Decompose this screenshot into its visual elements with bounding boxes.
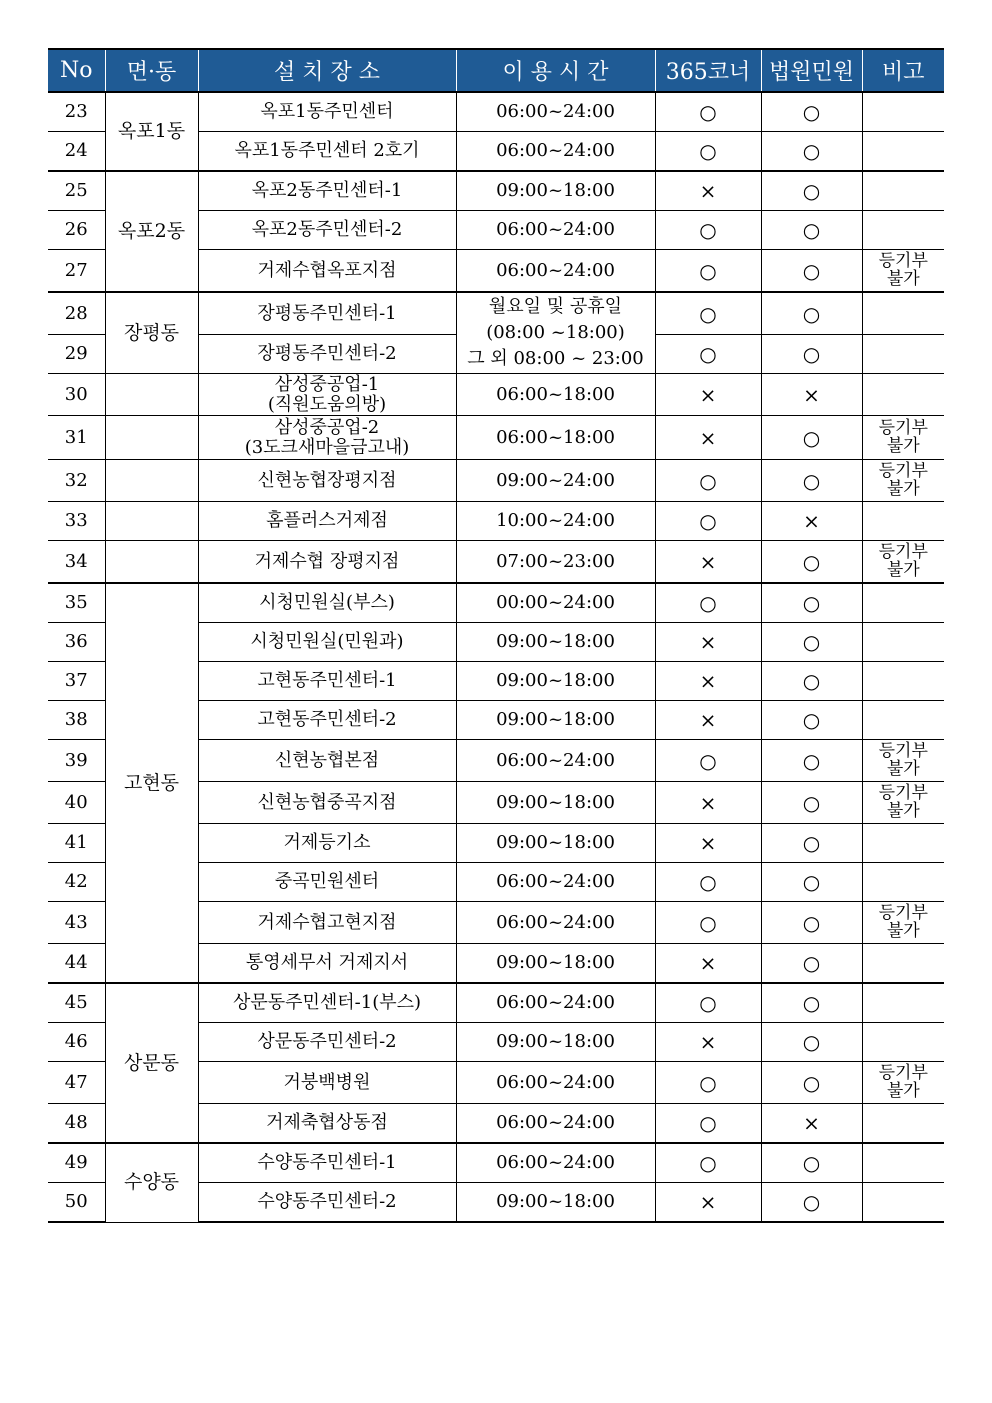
row-no: 45 [48,983,105,1023]
row-no: 29 [48,335,105,374]
row-no: 34 [48,541,105,584]
time-line: 월요일 및 공휴일 [488,295,623,317]
place-cell: 거붕백병원 [198,1062,456,1104]
corner-365-cell: ○ [655,983,761,1023]
row-no: 39 [48,740,105,782]
court-cell: ○ [761,623,862,662]
table-row [48,92,944,132]
time-cell: 00:00~24:00 [456,583,655,623]
time-cell: 06:00~24:00 [456,740,655,782]
corner-365-cell: ○ [655,740,761,782]
note-line: 불가 [886,478,920,499]
note-cell [862,1104,944,1144]
row-no: 46 [48,1023,105,1062]
time-cell: 06:00~24:00 [456,983,655,1023]
corner-365-cell: ○ [655,211,761,250]
row-no: 48 [48,1104,105,1144]
note-cell [862,132,944,172]
place-cell: 시청민원실(민원과) [198,623,456,662]
row-no: 23 [48,92,105,132]
dong-cell: 상문동 [105,983,198,1143]
dong-cell: 수양동 [105,1143,198,1222]
court-cell: ○ [761,701,862,740]
note-cell [862,502,944,541]
corner-365-cell: × [655,701,761,740]
place-cell: 거제축협상동점 [198,1104,456,1144]
place-cell [198,374,456,416]
place-cell: 거제수협옥포지점 [198,250,456,293]
table-row [48,416,944,460]
court-cell: ○ [761,92,862,132]
corner-365-cell: × [655,374,761,416]
place-line: (3도크새마을금고내) [244,436,410,458]
time-cell: 06:00~18:00 [456,374,655,416]
place-cell: 시청민원실(부스) [198,583,456,623]
time-cell: 06:00~24:00 [456,863,655,902]
dong-cell-empty [105,460,198,502]
place-cell: 옥포2동주민센터-2 [198,211,456,250]
corner-365-cell: ○ [655,250,761,293]
table-row [48,374,944,416]
atm-location-table [48,48,944,1223]
court-cell: ○ [761,1023,862,1062]
header-dong: 면·동 [105,49,198,92]
court-cell: ○ [761,824,862,863]
note-cell [862,740,944,782]
court-cell: ○ [761,416,862,460]
note-line: 불가 [886,1080,920,1101]
time-cell: 07:00~23:00 [456,541,655,584]
time-cell: 06:00~18:00 [456,416,655,460]
time-cell: 09:00~18:00 [456,824,655,863]
time-cell: 06:00~24:00 [456,92,655,132]
header-place: 설 치 장 소 [198,49,456,92]
note-line: 등기부 [878,541,928,562]
time-cell: 09:00~24:00 [456,460,655,502]
place-cell: 상문동주민센터-1(부스) [198,983,456,1023]
table-row [48,1143,944,1183]
court-cell: ○ [761,944,862,984]
header-note: 비고 [862,49,944,92]
dong-cell-empty [105,416,198,460]
header-365-corner: 365코너 [655,49,761,92]
note-cell [862,292,944,335]
time-cell: 06:00~24:00 [456,1104,655,1144]
time-line: 그 외 08:00 ~ 23:00 [467,348,644,370]
note-cell [862,1183,944,1223]
note-cell [862,416,944,460]
place-cell: 중곡민원센터 [198,863,456,902]
note-cell [862,171,944,211]
row-no: 42 [48,863,105,902]
note-line: 불가 [886,758,920,779]
note-cell [862,583,944,623]
place-cell [198,416,456,460]
court-cell: ○ [761,250,862,293]
court-cell: ○ [761,171,862,211]
corner-365-cell: × [655,541,761,584]
note-line: 불가 [886,920,920,941]
court-cell: ○ [761,292,862,335]
table-row [48,983,944,1023]
note-cell [862,623,944,662]
court-cell: ○ [761,583,862,623]
note-cell [862,863,944,902]
row-no: 35 [48,583,105,623]
court-cell: ○ [761,983,862,1023]
court-cell: ○ [761,211,862,250]
note-cell [862,374,944,416]
time-cell: 06:00~24:00 [456,250,655,293]
row-no: 47 [48,1062,105,1104]
note-line: 등기부 [878,902,928,923]
dong-cell-empty [105,374,198,416]
note-line: 등기부 [878,1062,928,1083]
note-line: 등기부 [878,740,928,761]
note-cell [862,902,944,944]
row-no: 27 [48,250,105,293]
note-line: 등기부 [878,250,928,271]
time-cell: 06:00~24:00 [456,211,655,250]
place-cell: 신현농협장평지점 [198,460,456,502]
row-no: 38 [48,701,105,740]
header-no: No [48,49,105,92]
note-cell [862,983,944,1023]
corner-365-cell: ○ [655,583,761,623]
note-line: 불가 [886,800,920,821]
note-cell [862,824,944,863]
row-no: 50 [48,1183,105,1223]
table-row [48,502,944,541]
note-cell [862,211,944,250]
corner-365-cell: ○ [655,1143,761,1183]
court-cell: ○ [761,132,862,172]
dong-cell: 옥포1동 [105,92,198,171]
place-cell: 옥포2동주민센터-1 [198,171,456,211]
note-cell [862,541,944,584]
place-cell: 고현동주민센터-2 [198,701,456,740]
court-cell: ○ [761,1062,862,1104]
place-cell: 옥포1동주민센터 2호기 [198,132,456,172]
place-line: 삼성중공업-1 [274,373,380,395]
corner-365-cell: ○ [655,292,761,335]
place-cell: 통영세무서 거제지서 [198,944,456,984]
time-cell: 09:00~18:00 [456,171,655,211]
court-cell: ○ [761,782,862,824]
dong-cell: 고현동 [105,583,198,983]
time-cell: 09:00~18:00 [456,1023,655,1062]
corner-365-cell: × [655,662,761,701]
corner-365-cell: × [655,171,761,211]
note-line: 등기부 [878,460,928,481]
time-cell: 09:00~18:00 [456,701,655,740]
court-cell: ○ [761,335,862,374]
row-no: 26 [48,211,105,250]
place-cell: 장평동주민센터-2 [198,335,456,374]
place-line: (직원도움의방) [267,393,387,415]
corner-365-cell: ○ [655,132,761,172]
time-cell: 06:00~24:00 [456,902,655,944]
court-cell: × [761,1104,862,1144]
note-line: 불가 [886,268,920,289]
corner-365-cell: ○ [655,460,761,502]
place-cell: 수양동주민센터-2 [198,1183,456,1223]
corner-365-cell: ○ [655,335,761,374]
place-cell: 거제수협 장평지점 [198,541,456,584]
note-cell [862,92,944,132]
court-cell: × [761,502,862,541]
place-cell: 상문동주민센터-2 [198,1023,456,1062]
corner-365-cell: ○ [655,902,761,944]
time-cell: 09:00~18:00 [456,1183,655,1223]
note-cell [862,1062,944,1104]
time-cell [456,292,655,374]
note-cell [862,1143,944,1183]
row-no: 28 [48,292,105,335]
corner-365-cell: × [655,623,761,662]
place-cell: 신현농협중곡지점 [198,782,456,824]
note-cell [862,250,944,293]
row-no: 41 [48,824,105,863]
time-cell: 09:00~18:00 [456,662,655,701]
note-cell [862,782,944,824]
corner-365-cell: × [655,1023,761,1062]
place-cell: 홈플러스거제점 [198,502,456,541]
row-no: 31 [48,416,105,460]
header-time: 이 용 시 간 [456,49,655,92]
court-cell: ○ [761,740,862,782]
corner-365-cell: × [655,824,761,863]
dong-cell: 옥포2동 [105,171,198,292]
court-cell: ○ [761,863,862,902]
place-cell: 수양동주민센터-1 [198,1143,456,1183]
place-cell: 장평동주민센터-1 [198,292,456,335]
court-cell: ○ [761,1143,862,1183]
dong-cell-empty [105,541,198,584]
note-line: 불가 [886,559,920,580]
row-no: 24 [48,132,105,172]
table-row [48,541,944,584]
time-cell: 10:00~24:00 [456,502,655,541]
court-cell: ○ [761,460,862,502]
note-cell [862,460,944,502]
table-row [48,171,944,211]
court-cell: × [761,374,862,416]
place-cell: 옥포1동주민센터 [198,92,456,132]
note-cell [862,944,944,984]
row-no: 37 [48,662,105,701]
corner-365-cell: ○ [655,863,761,902]
court-cell: ○ [761,1183,862,1223]
row-no: 44 [48,944,105,984]
court-cell: ○ [761,541,862,584]
time-cell: 09:00~18:00 [456,944,655,984]
row-no: 32 [48,460,105,502]
place-line: 삼성중공업-2 [274,416,380,438]
note-cell [862,335,944,374]
row-no: 40 [48,782,105,824]
time-cell: 09:00~18:00 [456,782,655,824]
note-cell [862,662,944,701]
note-cell [862,1023,944,1062]
note-line: 등기부 [878,782,928,803]
row-no: 33 [48,502,105,541]
note-line: 등기부 [878,417,928,438]
corner-365-cell: × [655,782,761,824]
table-row [48,292,944,335]
header-row [48,49,944,92]
court-cell: ○ [761,902,862,944]
row-no: 49 [48,1143,105,1183]
note-line: 불가 [886,435,920,456]
corner-365-cell: × [655,416,761,460]
note-cell [862,701,944,740]
court-cell: ○ [761,662,862,701]
time-cell: 06:00~24:00 [456,132,655,172]
place-cell: 신현농협본점 [198,740,456,782]
row-no: 30 [48,374,105,416]
time-cell: 09:00~18:00 [456,623,655,662]
place-cell: 고현동주민센터-1 [198,662,456,701]
corner-365-cell: × [655,944,761,984]
corner-365-cell: ○ [655,1062,761,1104]
corner-365-cell: × [655,1183,761,1223]
dong-cell-empty [105,502,198,541]
table-row [48,460,944,502]
table-row [48,583,944,623]
time-line: (08:00 ~18:00) [486,321,625,343]
dong-cell: 장평동 [105,292,198,374]
place-cell: 거제등기소 [198,824,456,863]
corner-365-cell: ○ [655,502,761,541]
corner-365-cell: ○ [655,1104,761,1144]
row-no: 25 [48,171,105,211]
place-cell: 거제수협고현지점 [198,902,456,944]
time-cell: 06:00~24:00 [456,1143,655,1183]
row-no: 43 [48,902,105,944]
time-cell: 06:00~24:00 [456,1062,655,1104]
row-no: 36 [48,623,105,662]
corner-365-cell: ○ [655,92,761,132]
header-court-service: 법원민원 [761,49,862,92]
